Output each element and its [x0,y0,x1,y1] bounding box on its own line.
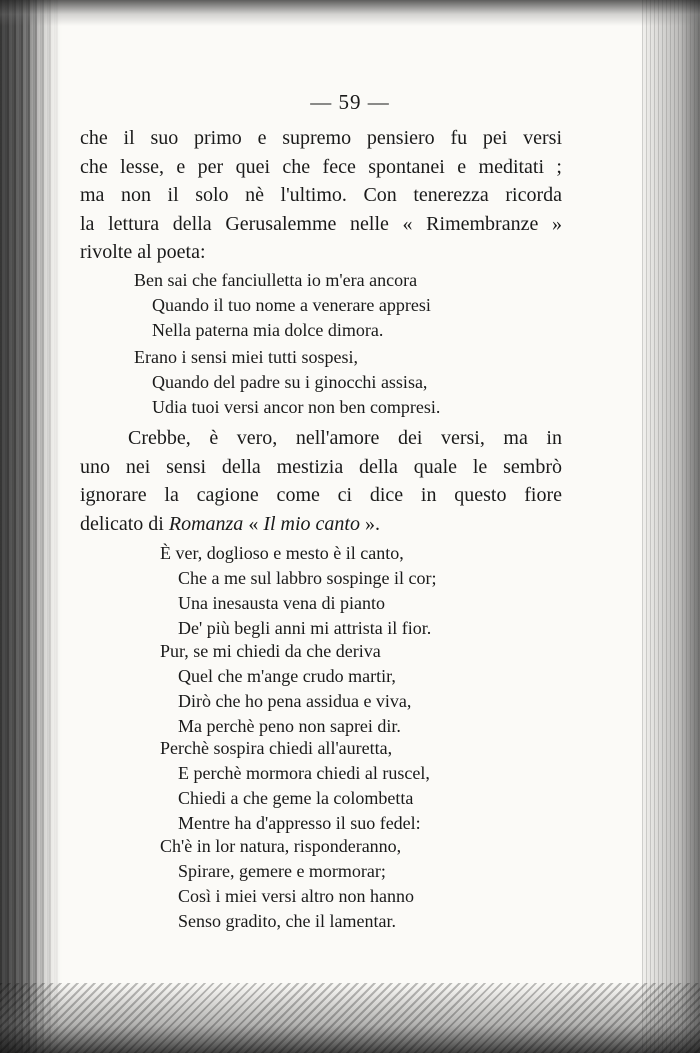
text-fragment: ». [359,512,380,535]
text-line: ma non il solo nè l'ultimo. Con tenerezza ricorda [80,184,562,206]
verse-line: Udia tuoi versi ancor non ben compresi. [152,397,441,417]
paragraph-2 [80,424,562,538]
text-line: che lesse, e per quei che fece spontanei e meditati ; [80,155,562,178]
verse-line: De' più begli anni mi attrista il fior. [178,618,432,638]
verse-line: Una inesausta vena di pianto [178,593,385,613]
verse-line: Senso gradito, che il lamentar. [178,911,396,931]
text-line: ignorare la cagione come ci dice in questo fiore [80,484,562,506]
text-line: uno nei sensi della mestizia della quale le sembrò [80,455,562,478]
verse-line: Pur, se mi chiedi da che deriva [160,641,381,661]
text-fragment: « [243,512,264,535]
text-line: rivolte al poeta: [80,241,206,263]
verse-line: Spirare, gemere e mormorar; [178,861,386,881]
verse-2-stanza-1 [160,541,436,641]
verse-line: Chiedi a che geme la colombetta [178,788,414,808]
verse-line: È ver, doglioso e mesto è il canto, [160,543,404,563]
page-number: — 59 — [310,90,390,114]
verse-line: Quel che m'ange crudo martir, [178,666,396,686]
italic-title: Il mio canto [263,512,360,535]
verse-line: Ch'è in lor natura, risponderanno, [160,836,402,856]
verse-line: Così i miei versi altro non hanno [178,886,414,906]
scan-edge-top [0,0,700,26]
paragraph-1 [80,124,562,267]
italic-title: Romanza [168,512,244,535]
verse-line: Ben sai che fanciulletta io m'era ancora [134,270,418,290]
verse-line: Dirò che ho pena assidua e viva, [178,691,412,711]
verse-line: Che a me sul labbro sospinge il cor; [178,568,437,588]
text-line: Crebbe, è vero, nell'amore dei versi, ma in [128,427,562,449]
verse-2-stanza-2 [160,639,411,739]
verse-line: Nella paterna mia dolce dimora. [152,320,384,340]
text-line: la lettura della Gerusalemme nelle « Rimembranze » [80,212,562,235]
text-line: che il suo primo e supremo pensiero fu pei versi [80,127,562,149]
scan-edge-right [642,0,700,1053]
verse-line: E perchè mormora chiedi al ruscel, [178,763,430,783]
verse-2-stanza-4 [160,834,414,934]
scan-edge-bottom [0,983,700,1053]
verse-line: Quando il tuo nome a venerare appresi [152,295,431,315]
scan-edge-left [0,0,62,1053]
verse-1-stanza-1 [134,268,431,343]
text-line [80,510,562,539]
verse-1-stanza-2 [134,345,440,420]
text-fragment: delicato di [80,512,169,535]
verse-2-stanza-3 [160,736,430,836]
verse-line: Quando del padre su i ginocchi assisa, [152,372,428,392]
verse-line: Mentre ha d'appresso il suo fedel: [178,813,421,833]
verse-line: Perchè sospira chiedi all'auretta, [160,738,393,758]
verse-line: Erano i sensi miei tutti sospesi, [134,347,358,367]
verse-line: Ma perchè peno non saprei dir. [178,716,401,736]
